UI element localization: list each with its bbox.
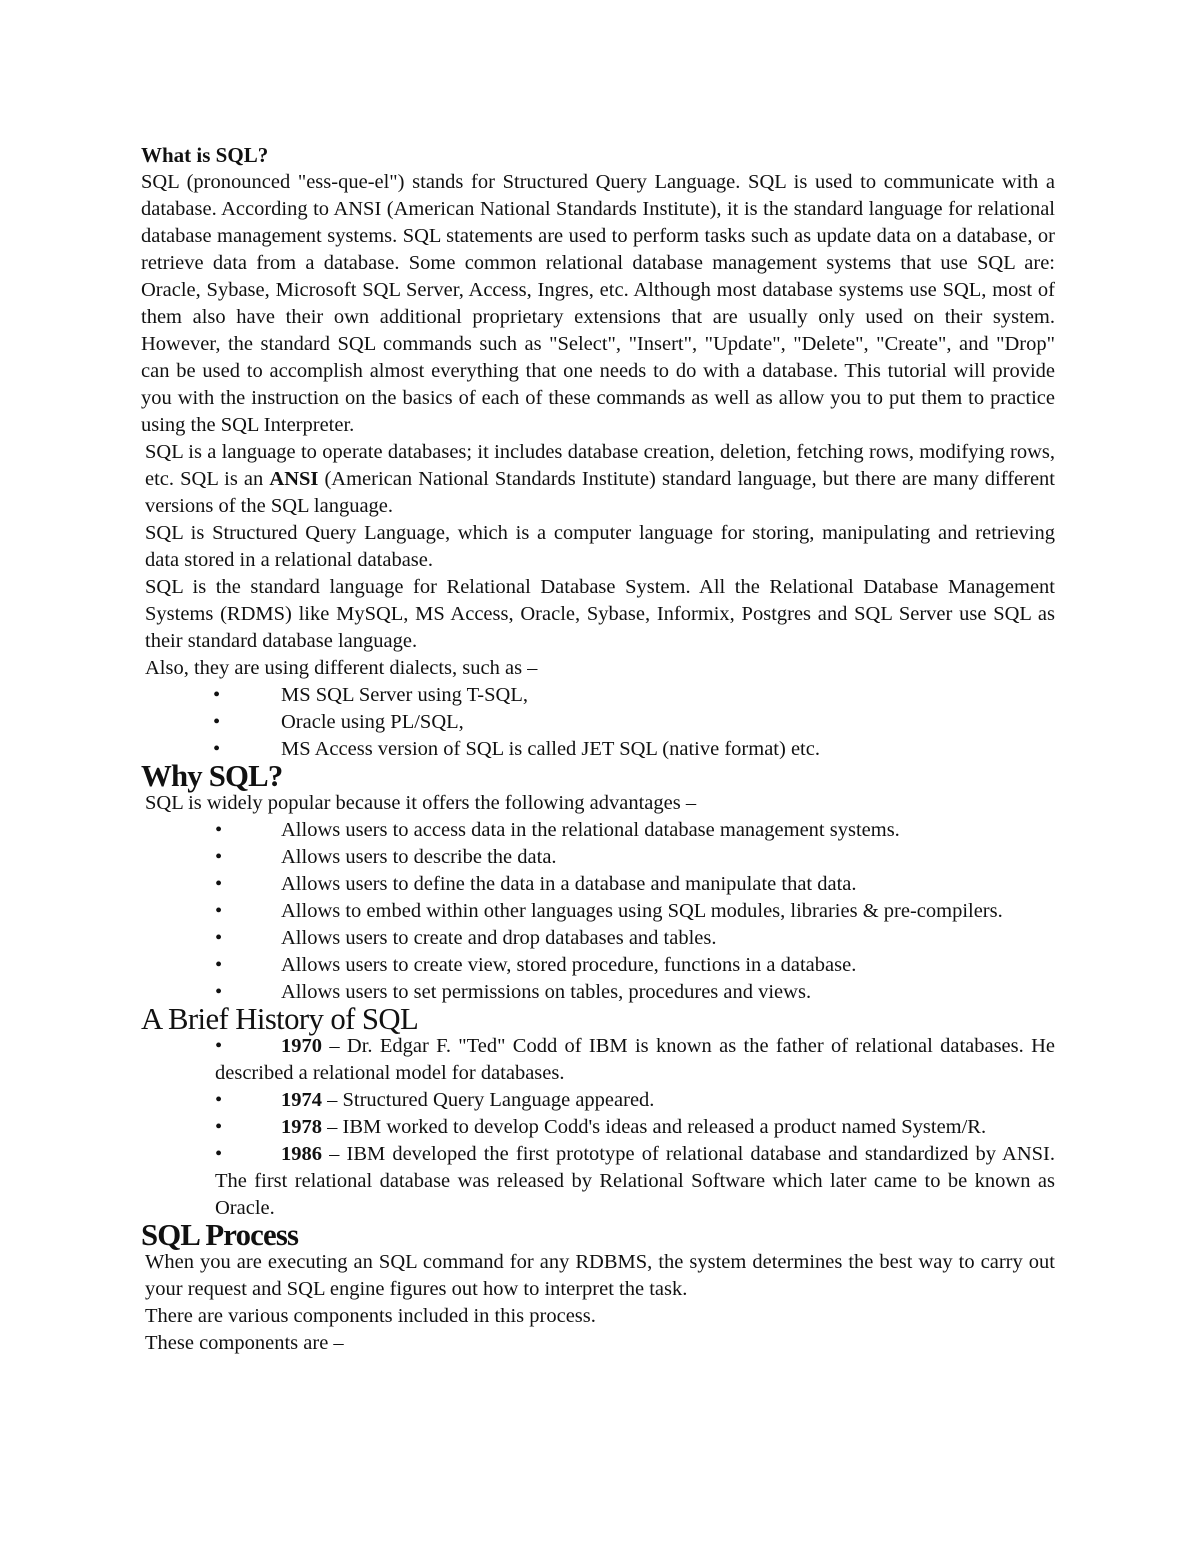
paragraph-sql-intro: SQL (pronounced "ess-que-el") stands for Structured Query Language. SQL is used to communicate with a database. According to ANSI (American National Standards Institute), it is the standard language for relational database management systems. SQL statements are used to perform tasks such as update data on a database, or retrieve data from a database. Some common relational database management systems that use SQL are: Oracle, Sybase, Microsoft SQL Server, Access, Ingres, etc. Although most database systems use SQL, most of them also have their own additional proprietary extensions that are usually only used on their system. However, the standard SQL commands such as "Select", "Insert", "Update", "Delete", "Create", and "Drop" can be used to accomplish almost everything that one needs to do with a database. This tutorial will provide you with the instruction on the basics of each of these commands as well as allow you to put them to practice using the SQL Interpreter. — [141, 171, 1055, 436]
history-text: – IBM developed the first prototype of relational database and standardized by ANSI. The first relational database was released by Relational Software which later came to be known as Oracle. — [215, 1143, 1055, 1219]
list-item-text: Allows users to create and drop databases and tables. — [281, 927, 717, 949]
list-item — [141, 736, 1055, 763]
list-item — [141, 1141, 1055, 1222]
heading-sql-process: SQL Process — [141, 1218, 299, 1252]
list-item — [141, 682, 1055, 709]
bullet-icon: • — [215, 873, 223, 895]
list-item-text: Allows to embed within other languages using SQL modules, libraries & pre-compilers. — [281, 900, 1003, 922]
list-item — [141, 925, 1055, 952]
list-item — [141, 817, 1055, 844]
bullet-icon: • — [215, 981, 223, 1003]
bullet-icon: • — [215, 900, 223, 922]
paragraph-dialects-intro: Also, they are using different dialects, such as – — [145, 657, 538, 679]
history-list — [141, 1033, 1055, 1222]
list-item-text: Allows users to describe the data. — [281, 846, 557, 868]
paragraph-process-components: There are various components included in this process. — [145, 1305, 596, 1327]
bullet-icon: • — [215, 1143, 223, 1165]
document-page — [141, 142, 1055, 1357]
paragraph-sql-structured: SQL is Structured Query Language, which is a computer language for storing, manipulating and retrieving data stored in a relational database. — [145, 522, 1055, 571]
list-item — [141, 979, 1055, 1006]
list-item-text: Allows users to access data in the relational database management systems. — [281, 819, 900, 841]
list-item — [141, 1033, 1055, 1087]
history-text: – IBM worked to develop Codd's ideas and released a product named System/R. — [322, 1116, 987, 1138]
list-item — [141, 1114, 1055, 1141]
list-item-text: Allows users to define the data in a database and manipulate that data. — [281, 873, 857, 895]
list-item — [141, 871, 1055, 898]
list-item — [141, 898, 1055, 925]
paragraph-process-list-intro: These components are – — [145, 1332, 344, 1354]
advantages-list — [141, 817, 1055, 1006]
text-bold-ansi: ANSI — [269, 468, 319, 490]
list-item-text: Allows users to set permissions on tables, procedures and views. — [281, 981, 812, 1003]
list-item — [141, 844, 1055, 871]
list-item-text: MS Access version of SQL is called JET SQL (native format) etc. — [281, 738, 820, 760]
bullet-icon: • — [215, 819, 223, 841]
history-year: 1974 — [281, 1089, 322, 1111]
paragraph-sql-standard: SQL is the standard language for Relational Database System. All the Relational Database Management Systems (RDMS) like MySQL, MS Access, Oracle, Sybase, Informix, Postgres and SQL Server use SQL as their standard database language. — [145, 576, 1055, 652]
history-year: 1970 — [281, 1035, 322, 1057]
bullet-icon: • — [213, 711, 221, 733]
list-item-text: MS SQL Server using T-SQL, — [281, 684, 528, 706]
bullet-icon: • — [215, 1035, 223, 1057]
history-text: – Structured Query Language appeared. — [322, 1089, 655, 1111]
paragraph-why-intro: SQL is widely popular because it offers the following advantages – — [145, 792, 697, 814]
list-item — [141, 709, 1055, 736]
heading-brief-history: A Brief History of SQL — [141, 1002, 419, 1036]
bullet-icon: • — [213, 684, 221, 706]
text-span: SQL is a language to operate databases; it includes database creation, deletion, fetching rows, modifying rows, etc. SQL is an — [145, 441, 1055, 490]
text-span: (American National Standards Institute) standard language, but there are many different versions of the SQL language. — [145, 468, 1056, 517]
heading-why-sql: Why SQL? — [141, 759, 283, 793]
heading-what-is-sql: What is SQL? — [141, 143, 269, 167]
dialects-list — [141, 682, 1055, 763]
bullet-icon: • — [215, 1116, 223, 1138]
paragraph-sql-language — [141, 439, 1055, 520]
bullet-icon: • — [215, 954, 223, 976]
bullet-icon: • — [213, 738, 221, 760]
list-item — [141, 1087, 1055, 1114]
list-item-text: Oracle using PL/SQL, — [281, 711, 464, 733]
bullet-icon: • — [215, 1089, 223, 1111]
bullet-icon: • — [215, 927, 223, 949]
list-item — [141, 952, 1055, 979]
list-item-text: Allows users to create view, stored procedure, functions in a database. — [281, 954, 857, 976]
bullet-icon: • — [215, 846, 223, 868]
history-text: – Dr. Edgar F. "Ted" Codd of IBM is known as the father of relational databases. He described a relational model for databases. — [215, 1035, 1055, 1084]
history-year: 1986 — [281, 1143, 322, 1165]
history-year: 1978 — [281, 1116, 322, 1138]
paragraph-process-intro: When you are executing an SQL command for any RDBMS, the system determines the best way to carry out your request and SQL engine figures out how to interpret the task. — [145, 1251, 1055, 1300]
